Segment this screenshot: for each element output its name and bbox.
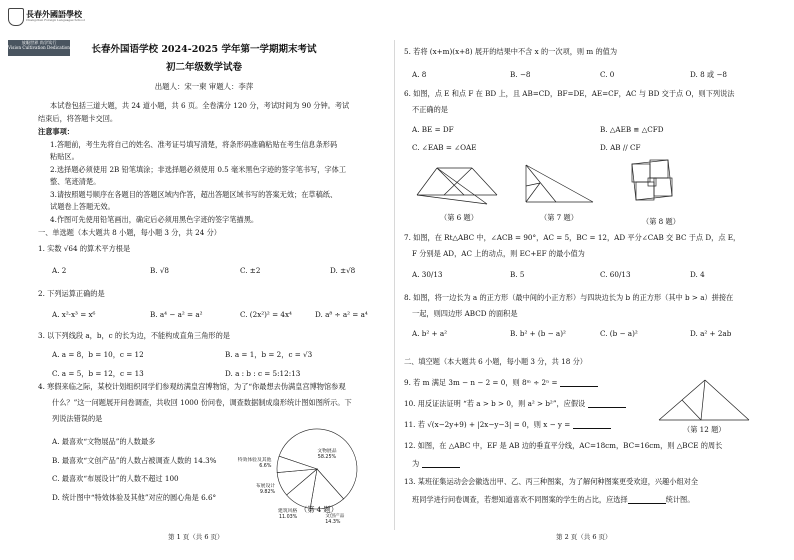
q1-option-a: A. 2 <box>52 266 67 275</box>
q9-stem: 9. 若 m 满足 3m − n − 2 = 0，则 8ᵐ ÷ 2ⁿ = <box>404 378 558 387</box>
figure-8-label: （第 8 题） <box>642 217 680 226</box>
q6-line-1: 6. 如图，点 E 和点 F 在 BD 上，且 AB=CD，BF=DE，AE=CF，AC 与 BD 交于点 O，则下列说法 <box>404 89 735 98</box>
column-divider <box>394 40 395 530</box>
q1-option-d: D. ±√8 <box>330 266 356 275</box>
q7-option-d: D. 4 <box>690 270 705 279</box>
q13-line-1: 13. 某班征集运动会会徽选出甲、乙、丙三种图案，为了解何种图案更受欢迎，兴趣小组对全 <box>404 477 699 486</box>
q6-option-b: B. △AEB ≌ △CFD <box>600 125 664 134</box>
q6-option-a: A. BE = DF <box>412 125 454 134</box>
q7-line-2: F 分别是 AD，AC 上的动点，则 EC+EF 的最小值为 <box>412 249 585 258</box>
figure-7-label: （第 7 题） <box>540 213 578 222</box>
q13-answer-blank[interactable] <box>628 497 666 504</box>
q12-answer-blank[interactable] <box>422 461 460 468</box>
q6-line-2: 不正确的是 <box>412 105 448 114</box>
q7-line-1: 7. 如图，在 Rt△ABC 中，∠ACB = 90°，AC = 5，BC = 12，AD 平分∠CAB 交 BC 于点 D，点 E， <box>404 233 741 242</box>
q4-line-2: 什么？”这一问题展开问卷调查，共收回 1000 份问卷，调查数据制成扇形统计图如图所示。下 <box>52 398 352 407</box>
footer-left: 第 1 页（共 6 页） <box>168 533 224 541</box>
q2-option-d: D. a⁸ ÷ a² = a⁴ <box>315 310 368 319</box>
q3-option-a: A. a = 8，b = 10，c = 12 <box>52 350 144 359</box>
q8-option-d: D. a² + 2ab <box>690 329 732 338</box>
q12-line-1: 12. 如图，在 △ABC 中，EF 是 AB 边的垂直平分线，AC=18cm，BC=16cm，则 △BCE 的周长 <box>404 441 723 450</box>
pie-label-4: 特效体验及其他 <box>237 457 272 463</box>
q10-text <box>404 399 626 408</box>
q8-option-c: C. (b − a)² <box>600 329 638 338</box>
note-line: 整、笔迹清楚。 <box>50 177 101 186</box>
q2-option-a: A. x²·x³ = x⁶ <box>52 310 96 319</box>
pie-label-2: 建筑风格 <box>278 509 298 515</box>
figure-12-label: （第 12 题） <box>683 425 726 434</box>
q1-stem: 1. 实数 √64 的算术平方根是 <box>38 244 131 253</box>
q3-option-b: B. a = 1，b = 2，c = √3 <box>225 350 313 359</box>
q2-stem: 2. 下列运算正确的是 <box>38 289 105 298</box>
note-line: 试题卷上答题无效。 <box>50 202 115 211</box>
q11-text <box>404 420 611 429</box>
q10-stem: 10. 用反证法证明 “若 a > b > 0，则 a² > b²”，应假设 <box>404 399 586 408</box>
q5-option-c: C. 0 <box>600 70 615 79</box>
q4-line-1: 4. 寒假来临之际，某校计划组织同学们参观纺满皇宫博物馆，为了“你最想去伪满皇宫博物馆参观 <box>38 382 346 391</box>
q11-answer-blank[interactable] <box>573 422 611 429</box>
q4-option-c: C. 最喜欢“布展设计”的人数不超过 100 <box>52 474 179 483</box>
q6-option-d: D. AB // CF <box>600 143 641 152</box>
pie-label-3: 布展设计 <box>255 484 276 490</box>
note-line: 粘贴区。 <box>50 152 79 161</box>
q11-stem: 11. 若 √(x−2y+9) + |2x−y−3| = 0，则 x − y = <box>404 420 571 429</box>
school-motto-badge <box>8 40 70 56</box>
q8-option-a: A. b² + a² <box>412 329 448 338</box>
q6-option-c: C. ∠EAB = ∠OAE <box>412 143 477 152</box>
q4-option-b: B. 最喜欢“文创产品”的人数占被调查人数的 14.3% <box>52 456 217 465</box>
motto-cn: 放眼世界 尚学笃行 <box>21 40 57 45</box>
note-line: 2.选择题必须使用 2B 铅笔填涂；非选择题必须使用 0.5 毫米黑色字迹的签字笔书写，字体工 <box>50 165 347 174</box>
pie-label-1: 文创产品 <box>325 514 345 520</box>
q1-option-c: C. ±2 <box>240 266 261 275</box>
note-line: 3.请按照题号顺序在各题目的答题区域内作答，超出答题区域书写的答案无效；在草稿纸、 <box>50 190 338 199</box>
figure-12-diagram <box>655 376 755 426</box>
section2-heading: 二、填空题（本大题共 6 小题，每小题 3 分，共 18 分） <box>404 357 587 366</box>
q8-option-b: B. b² + (b − a)² <box>510 329 566 338</box>
pie-value-label-4: 6.6% <box>259 463 272 469</box>
q5-option-b: B. −8 <box>510 70 531 79</box>
pie-label-0: 文物展品 <box>317 448 337 454</box>
figure-6-diagram <box>412 160 502 210</box>
intro-line-2: 结束后，将答题卡交回。 <box>38 114 118 123</box>
q9-answer-blank[interactable] <box>560 380 598 387</box>
q5-option-a: A. 8 <box>412 70 427 79</box>
q4-figure-label: （第 4 题） <box>300 505 338 514</box>
q13-line-2-text: 班同学进行问卷调查，若想知道喜欢不同图案的学生的占比，应选择 <box>412 495 628 504</box>
q4-option-d: D. 统计图中“特效体验及其他”对应的圆心角是 6.6° <box>52 493 217 502</box>
q7-option-c: C. 60/13 <box>600 270 631 279</box>
intro-line-1: 本试卷包括三道大题，共 24 道小题，共 6 页。全卷满分 120 分，考试时间为 90 分钟。考试 <box>50 101 350 110</box>
q13-line-2-end: 统计图。 <box>665 495 695 504</box>
pie-value-label-2: 11.03% <box>278 515 298 521</box>
logo-small-text: Changchun Foreign Languages School <box>26 18 85 22</box>
note-line: 1.答题前，考生先将自己的姓名、准考证号填写清楚，将条形码准确粘贴在考生信息条形码 <box>50 140 338 149</box>
q3-stem: 3. 以下列线段 a，b，c 的长为边，不能构成直角三角形的是 <box>38 331 230 340</box>
footer-right: 第 2 页（共 6 页） <box>556 533 612 541</box>
q3-option-d: D. a : b : c = 5:12:13 <box>225 369 301 378</box>
q2-option-b: B. a⁴ − a² = a² <box>150 310 203 319</box>
q10-answer-blank[interactable] <box>588 401 626 408</box>
section1-heading: 一、单选题（本大题共 8 小题，每小题 3 分，共 24 分） <box>38 228 221 237</box>
motto-en: Vision Cultivation Dedication <box>8 45 70 51</box>
q4-line-3: 列说法错误的是 <box>52 414 103 423</box>
q7-option-b: B. 5 <box>510 270 525 279</box>
figure-8-diagram <box>624 158 686 214</box>
q5-stem: 5. 若将 (x+m)(x+8) 展开的结果中不含 x 的一次项，则 m 的值为 <box>404 47 618 56</box>
note-line: 4.作图可先使用铅笔画出，确定后必须用黑色字迹的签字笔描黑。 <box>50 215 259 224</box>
q5-option-d: D. 8 或 −8 <box>690 70 728 79</box>
notes-heading: 注意事项： <box>38 127 74 136</box>
q12-line-2 <box>412 459 460 468</box>
exam-title: 长春外国语学校 2024-2025 学年第一学期期末考试 <box>91 44 317 55</box>
pie-value-label-3: 9.82% <box>259 490 276 496</box>
figure-6-label: （第 6 题） <box>440 213 478 222</box>
q2-option-c: C. (2x²)² = 4x⁴ <box>240 310 292 319</box>
q12-line-2-text: 为 <box>412 459 420 468</box>
exam-authors: 出题人：宋一柬 审题人：李萍 <box>154 82 254 91</box>
pie-value-label-0: 58.25% <box>317 454 337 460</box>
figure-7-diagram <box>518 160 598 210</box>
q7-option-a: A. 30/13 <box>412 270 443 279</box>
q9-text <box>404 378 598 387</box>
school-crest-icon <box>8 8 24 26</box>
exam-subtitle: 初二年级数学试卷 <box>165 62 242 73</box>
pie-value-label-1: 14.3% <box>325 520 341 526</box>
logo-script-text: 長春外國語學校 <box>26 9 82 19</box>
q3-option-c: C. a = 5，b = 12，c = 13 <box>52 369 144 378</box>
q8-line-2: 一起，则四边形 ABCD 的面积是 <box>412 309 518 318</box>
q4-option-a: A. 最喜欢“文物展品”的人数最多 <box>52 437 156 446</box>
q8-line-1: 8. 如图，将一边长为 a 的正方形（最中间的小正方形）与四块边长为 b 的正方形（其中 b > a）拼接在 <box>404 293 734 302</box>
q1-option-b: B. √8 <box>150 266 170 275</box>
q13-line-2 <box>412 495 694 504</box>
